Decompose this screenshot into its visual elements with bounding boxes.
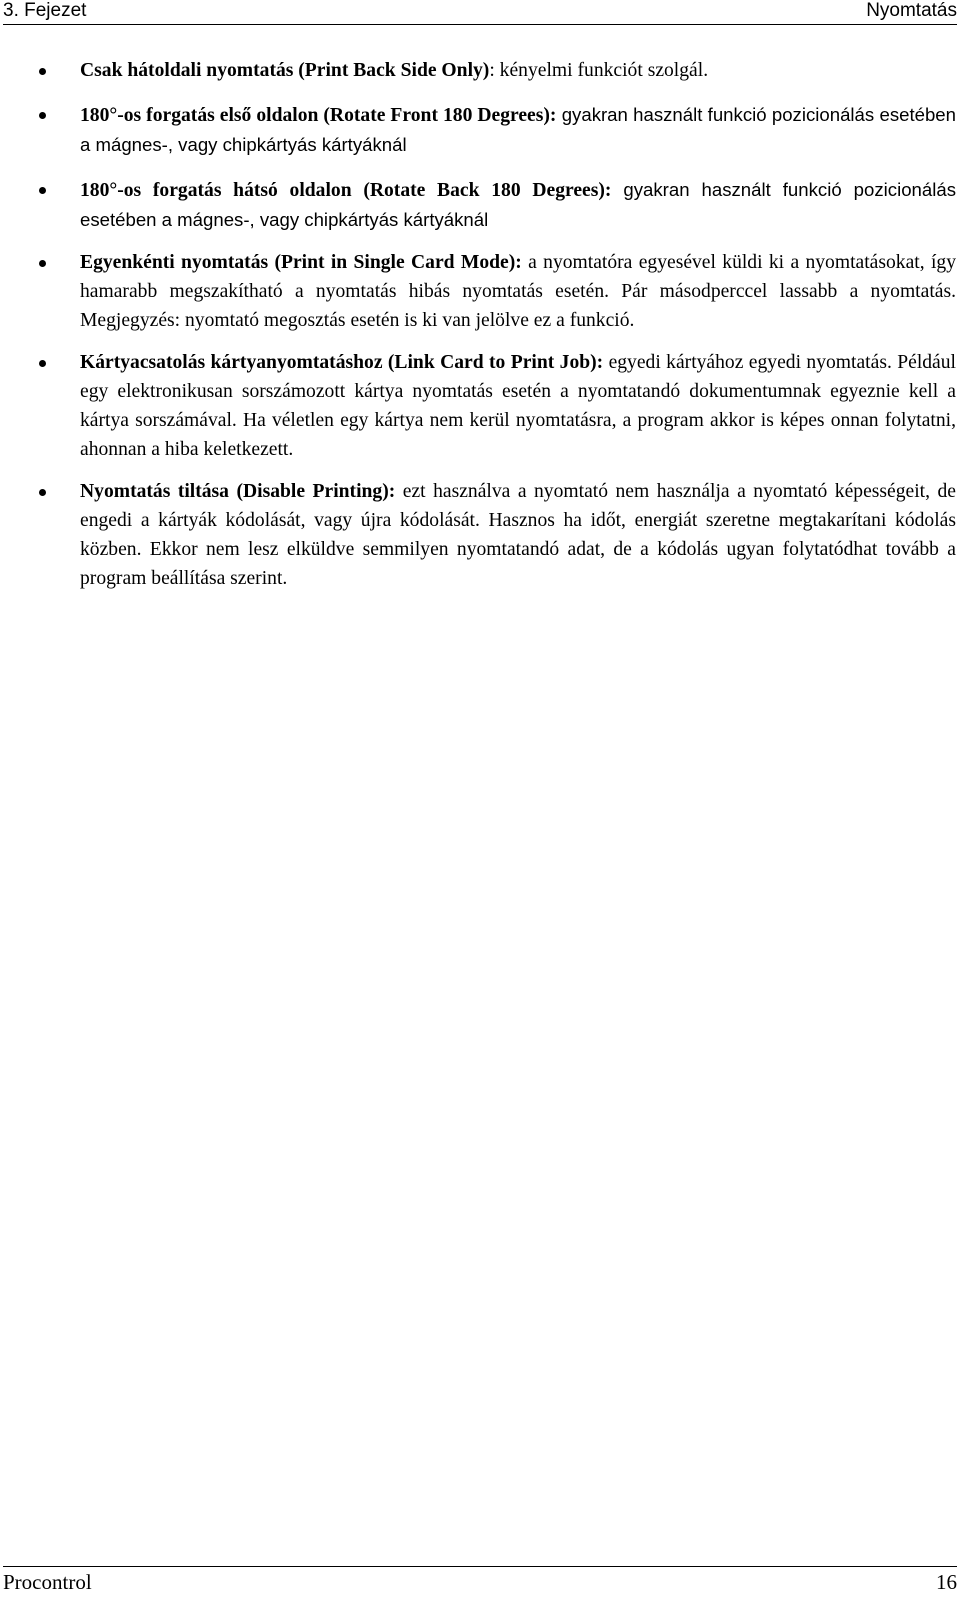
- item-title: 180°-os forgatás első oldalon (Rotate Front 180 Degrees):: [80, 105, 557, 126]
- item-text: : kényelmi funkciót szolgál.: [489, 60, 709, 81]
- item-title: Csak hátoldali nyomtatás (Print Back Side Only): [80, 60, 490, 81]
- bullet-icon: [39, 489, 46, 496]
- bullet-icon: [39, 360, 46, 367]
- bullet-icon: [39, 112, 46, 119]
- list-item: [36, 175, 956, 235]
- item-text: gyakran használt funkció pozicionálás esetében a mágnes-, vagy chipkártyás kártyáknál: [80, 104, 956, 155]
- item-text: ezt használva a nyomtató nem használja a nyomtató képességeit, de engedi a kártyák kódolását, vagy újra kódolását. Hasznos ha időt, energiát szeretne megtakarítani kódolás közben. Ekkor nem lesz elküldve semmilyen nyomtatandó adat, de a kódolás ugyan folytatódhat tovább a program beállítása szerint.: [80, 481, 956, 589]
- bullet-list: [36, 56, 956, 593]
- item-text: a nyomtatóra egyesével küldi ki a nyomtatásokat, így hamarabb megszakítható a nyomtatás hibás nyomtatás esetén. Pár másodperccel lassabb a nyomtatás. Megjegyzés: nyomtató megosztás esetén is ki van jelölve ez a funkció.: [80, 252, 956, 331]
- section-label: Nyomtatás: [866, 0, 957, 21]
- page-footer: [3, 1566, 957, 1597]
- item-title: 180°-os forgatás hátsó oldalon (Rotate Back 180 Degrees):: [80, 180, 612, 201]
- item-title: Kártyacsatolás kártyanyomtatáshoz (Link Card to Print Job):: [80, 352, 604, 373]
- item-title: Egyenkénti nyomtatás (Print in Single Card Mode):: [80, 252, 522, 273]
- page-number: 16: [936, 1570, 957, 1594]
- company-name: Procontrol: [3, 1570, 92, 1594]
- bullet-icon: [39, 260, 46, 267]
- item-text: egyedi kártyához egyedi nyomtatás. Például egy elektronikusan sorszámozott kártya nyomtatás esetén a nyomtatandó dokumentumnak egyeznie kell a kártya sorszámával. Ha véletlen egy kártya nem kerül nyomtatásra, a program akkor is képes onnan folytatni, ahonnan a hiba keletkezett.: [80, 352, 956, 460]
- list-item: [36, 100, 956, 160]
- list-item: [36, 477, 956, 593]
- page-header: [3, 0, 957, 25]
- item-text: gyakran használt funkció pozicionálás esetében a mágnes-, vagy chipkártyás kártyáknál: [80, 179, 957, 230]
- chapter-label: 3. Fejezet: [3, 0, 87, 21]
- list-item: [36, 248, 956, 335]
- bullet-icon: [39, 68, 46, 75]
- list-item: [36, 56, 956, 85]
- list-item: [36, 348, 956, 464]
- bullet-icon: [39, 187, 46, 194]
- item-title: Nyomtatás tiltása (Disable Printing):: [80, 481, 396, 502]
